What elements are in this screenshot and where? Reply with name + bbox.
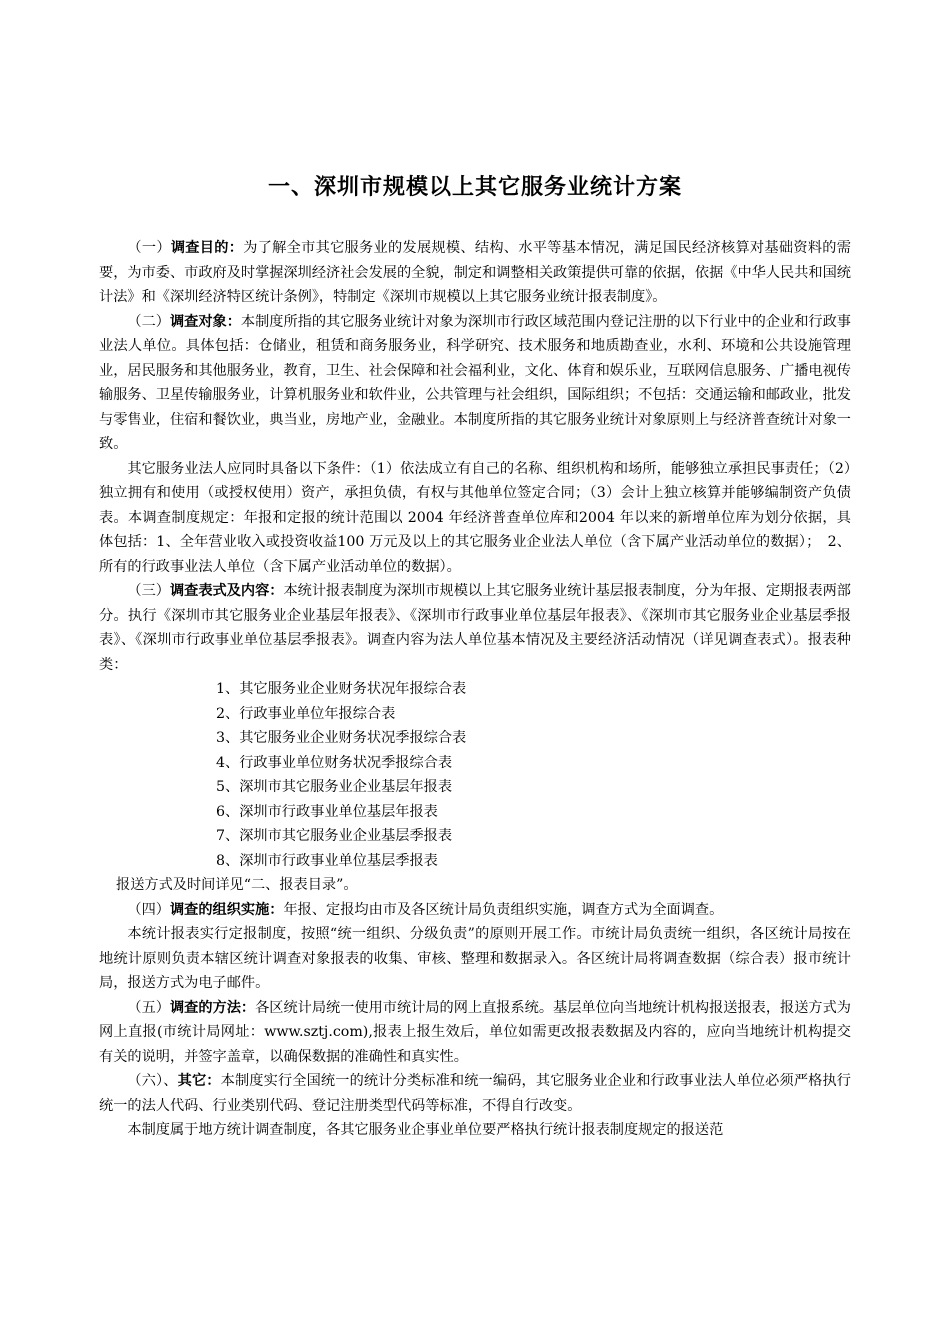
section-purpose <box>99 236 851 310</box>
list-item: 8、深圳市行政事业单位基层季报表 <box>216 852 438 869</box>
section-prefix: （六）、 <box>127 1073 178 1089</box>
section-text: 本统计报表制度为深圳市规模以上其它服务业统计基层报表制度，分为年报、定期报表两部分。执行《深圳市其它服务业企业基层年报表》、《深圳市行政事业单位基层年报表》、《深圳市其它服务业企业基层季报表》、《深圳市行政事业单位基层季报表》。调查内容为法人单位基本情况及主要经济活动情况（详见调查表式）。报表种类： <box>99 583 851 673</box>
section-heading: 调查的组织实施： <box>169 901 284 918</box>
section-conditions: 其它服务业法人应同时具备以下条件：（1）依法成立有自己的名称、组织机构和场所，能够独立承担民事责任；（2）独立拥有和使用（或授权使用）资产，承担负债，有权与其他单位签定合同；（3）会计上独立核算并能够编制资产负债表。本调查制度规定：年报和定报的统计范围以 2004 年经济普查单位库和2004 年以来的新增单位库为划分依据，具体包括：1、全年营业收入或投资收益100 万元及以上的其它服务业企业法人单位（含下属产业活动单位的数据）； 2、所有的行政事业法人单位（含下属产业活动单位的数据）。 <box>99 460 851 575</box>
section-text: 各区统计局统一使用市统计局的网上直报系统。基层单位向当地统计机构报送报表，报送方式为网上直报(市统计局网址：www.sztj.com),报表上报生效后，单位如需更改报表数据及内容的，应向当地统计机构提交有关的说明，并签字盖章，以确保数据的准确性和真实性。 <box>99 999 851 1065</box>
section-text: 为了解全市其它服务业的发展规模、结构、水平等基本情况，满足国民经济核算对基础资料的需要，为市委、市政府及时掌握深圳经济社会发展的全貌，制定和调整相关政策提供可靠的依据，依据《中华人民共和国统计法》和《深圳经济特区统计条例》，特制定《深圳市规模以上其它服务业统计报表制度》。 <box>99 240 851 305</box>
section-object <box>99 310 851 457</box>
section-organization-detail: 本统计报表实行定报制度，按照“统一组织、分级负责”的原则开展工作。市统计局负责统一组织，各区统计局按在地统计原则负责本辖区统计调查对象报表的收集、审核、整理和数据录入。各区统计局将调查数据（综合表）报市统计局，报送方式为电子邮件。 <box>99 926 851 991</box>
list-item: 7、深圳市其它服务业企业基层季报表 <box>216 828 453 844</box>
section-heading: 调查对象： <box>169 313 241 330</box>
report-type-list <box>99 677 851 873</box>
section-prefix: （五） <box>127 999 170 1016</box>
section-prefix: （三） <box>127 583 170 599</box>
section-prefix: （一） <box>127 240 171 256</box>
section-other <box>99 1069 851 1118</box>
section-method <box>99 996 851 1070</box>
section-organization <box>99 898 851 923</box>
document-title: 一、深圳市规模以上其它服务业统计方案 <box>267 175 682 200</box>
section-prefix: （四） <box>127 901 170 918</box>
section-other-detail: 本制度属于地方统计调查制度，各其它服务业企事业单位要严格执行统计报表制度规定的报送范 <box>127 1122 724 1138</box>
list-item: 3、其它服务业企业财务状况季报综合表 <box>216 730 467 746</box>
document-body <box>99 236 851 1143</box>
section-forms <box>99 579 851 677</box>
section-text: 本制度所指的其它服务业统计对象为深圳市行政区域范围内登记注册的以下行业中的企业和行政事业法人单位。具体包括：仓储业，租赁和商务服务业，科学研究、技术服务和地质勘查业，水利、环境和公共设施管理业，居民服务和其他服务业，教育，卫生、社会保障和社会福利业，文化、体育和娱乐业，互联网信息服务、广播电视传输服务、卫星传输服务业，计算机服务业和软件业，公共管理与社会组织，国际组织；不包括：交通运输和邮政业，批发与零售业，住宿和餐饮业，典当业，房地产业，金融业。本制度所指的其它服务业统计对象原则上与经济普查统计对象一致。 <box>99 313 851 452</box>
section-text: 本制度实行全国统一的统计分类标准和统一编码，其它服务业企业和行政事业法人单位必须严格执行统一的法人代码、行业类别代码、登记注册类型代码等标准，不得自行改变。 <box>99 1073 851 1114</box>
section-prefix: （二） <box>127 313 170 330</box>
section-heading: 调查目的： <box>170 240 244 256</box>
section-text: 年报、定报均由市及各区统计局负责组织实施，调查方式为全面调查。 <box>283 901 724 918</box>
list-item: 4、行政事业单位财务状况季报综合表 <box>216 754 453 771</box>
section-heading: 调查的方法： <box>169 999 256 1016</box>
list-item: 1、其它服务业企业财务状况年报综合表 <box>216 681 467 697</box>
list-item: 5、深圳市其它服务业企业基层年报表 <box>216 779 453 795</box>
list-item: 2、行政事业单位年报综合表 <box>216 705 396 722</box>
submit-note: 报送方式及时间详见“二、报表目录”。 <box>116 877 358 893</box>
section-heading: 调查表式及内容： <box>169 583 284 599</box>
list-item: 6、深圳市行政事业单位基层年报表 <box>216 803 438 820</box>
section-heading: 其它： <box>177 1073 221 1089</box>
